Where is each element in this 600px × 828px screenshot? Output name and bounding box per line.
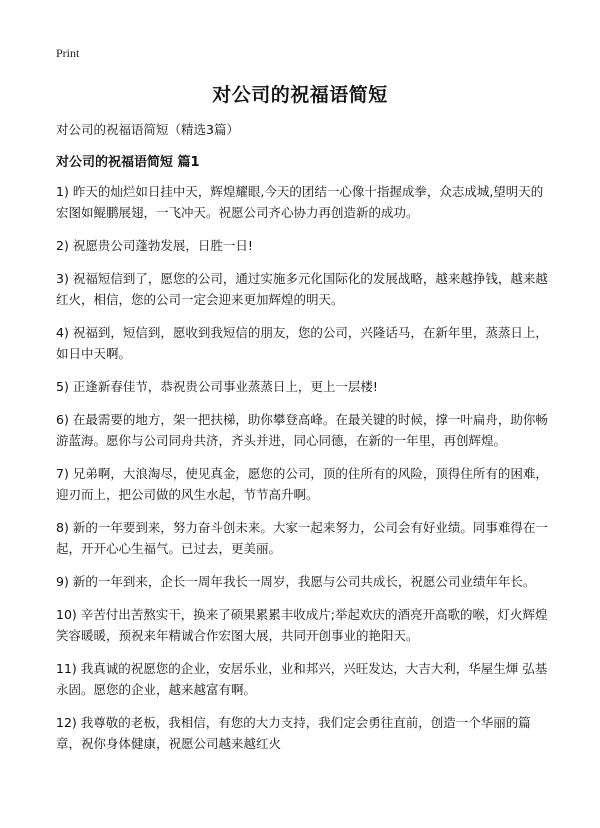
item-text: 祝福到，短信到，愿收到我短信的朋友，您的公司，兴隆话马，在新年里，蒸蒸日上，如日中天啊。	[56, 325, 548, 361]
item-number: 12)	[56, 715, 77, 730]
section-heading: 对公司的祝福语简短 篇1	[56, 155, 200, 170]
item-text: 新的一年要到来，努力奋斗创未来。大家一起来努力，公司会有好业绩。同事难得在一起，开开心心生福气。已过去，更美丽。	[56, 520, 548, 556]
list-item	[56, 376, 550, 397]
item-text: 新的一年到来，企长一周年我长一周岁，我愿与公司共成长，祝愿公司业绩年年长。	[72, 574, 536, 589]
item-number: 5)	[56, 379, 69, 394]
list-item	[56, 517, 550, 559]
page-title: 对公司的祝福语简短	[212, 84, 388, 106]
item-text: 在最需要的地方，架一把扶梯，助你攀登高峰。在最关键的时候，撑一叶扁舟，助你畅游蓝海。愿你与公司同舟共济，齐头并进，同心同德，在新的一年里，再创辉煌。	[56, 412, 548, 448]
item-number: 1)	[56, 184, 69, 199]
list-item	[56, 571, 550, 592]
list-item	[56, 658, 550, 700]
list-item	[56, 322, 550, 364]
list-item	[56, 463, 550, 505]
print-link[interactable]: Print	[56, 46, 80, 60]
item-number: 3)	[56, 271, 69, 286]
item-text: 我尊敬的老板，我相信，有您的大力支持，我们定会勇往直前，创造一个华丽的篇章，祝你身体健康，祝愿公司越来越红火	[56, 715, 531, 751]
item-number: 6)	[56, 412, 69, 427]
list-item	[56, 235, 550, 256]
item-text: 昨天的灿烂如日挂中天，辉煌耀眼,今天的团结一心像十指握成拳，众志成城,望明天的宏图如鲲鹏展翅，一飞冲天。祝愿公司齐心协力再创造新的成功。	[56, 184, 544, 220]
item-number: 7)	[56, 466, 69, 481]
item-number: 10)	[56, 607, 77, 622]
document-subtitle: 对公司的祝福语简短（精选3篇）	[56, 122, 239, 137]
item-text: 祝福短信到了，愿您的公司，通过实施多元化国际化的发展战略，越来越挣钱，越来越红火，相信，您的公司一定会迎来更加辉煌的明天。	[56, 271, 548, 307]
item-text: 辛苦付出苦熬实干，换来了硕果累累丰收成片;举起欢庆的酒亮开高歌的喉，灯火辉煌笑容暖暖，预祝来年精诚合作宏图大展，共同开创事业的艳阳天。	[56, 607, 548, 643]
item-number: 11)	[56, 661, 77, 676]
list-item	[56, 181, 550, 223]
item-text: 正逢新春佳节，恭祝贵公司事业蒸蒸日上，更上一层楼!	[72, 379, 378, 394]
item-text: 兄弟啊，大浪淘尽，使见真金，愿您的公司，顶的住所有的风险，顶得住所有的困难，迎刃而上，把公司做的风生水起，节节高升啊。	[56, 466, 548, 502]
item-number: 8)	[56, 520, 69, 535]
list-item	[56, 268, 550, 310]
blessing-list	[56, 181, 550, 766]
list-item	[56, 712, 550, 754]
list-item	[56, 604, 550, 646]
item-number: 4)	[56, 325, 69, 340]
item-text: 祝愿贵公司蓬勃发展，日胜一日!	[72, 238, 253, 253]
list-item	[56, 409, 550, 451]
item-number: 9)	[56, 574, 69, 589]
item-number: 2)	[56, 238, 69, 253]
item-text: 我真诚的祝愿您的企业，安居乐业，业和邦兴，兴旺发达，大吉大利，华屋生煇 弘基永固。愿您的企业，越来越富有啊。	[56, 661, 548, 697]
